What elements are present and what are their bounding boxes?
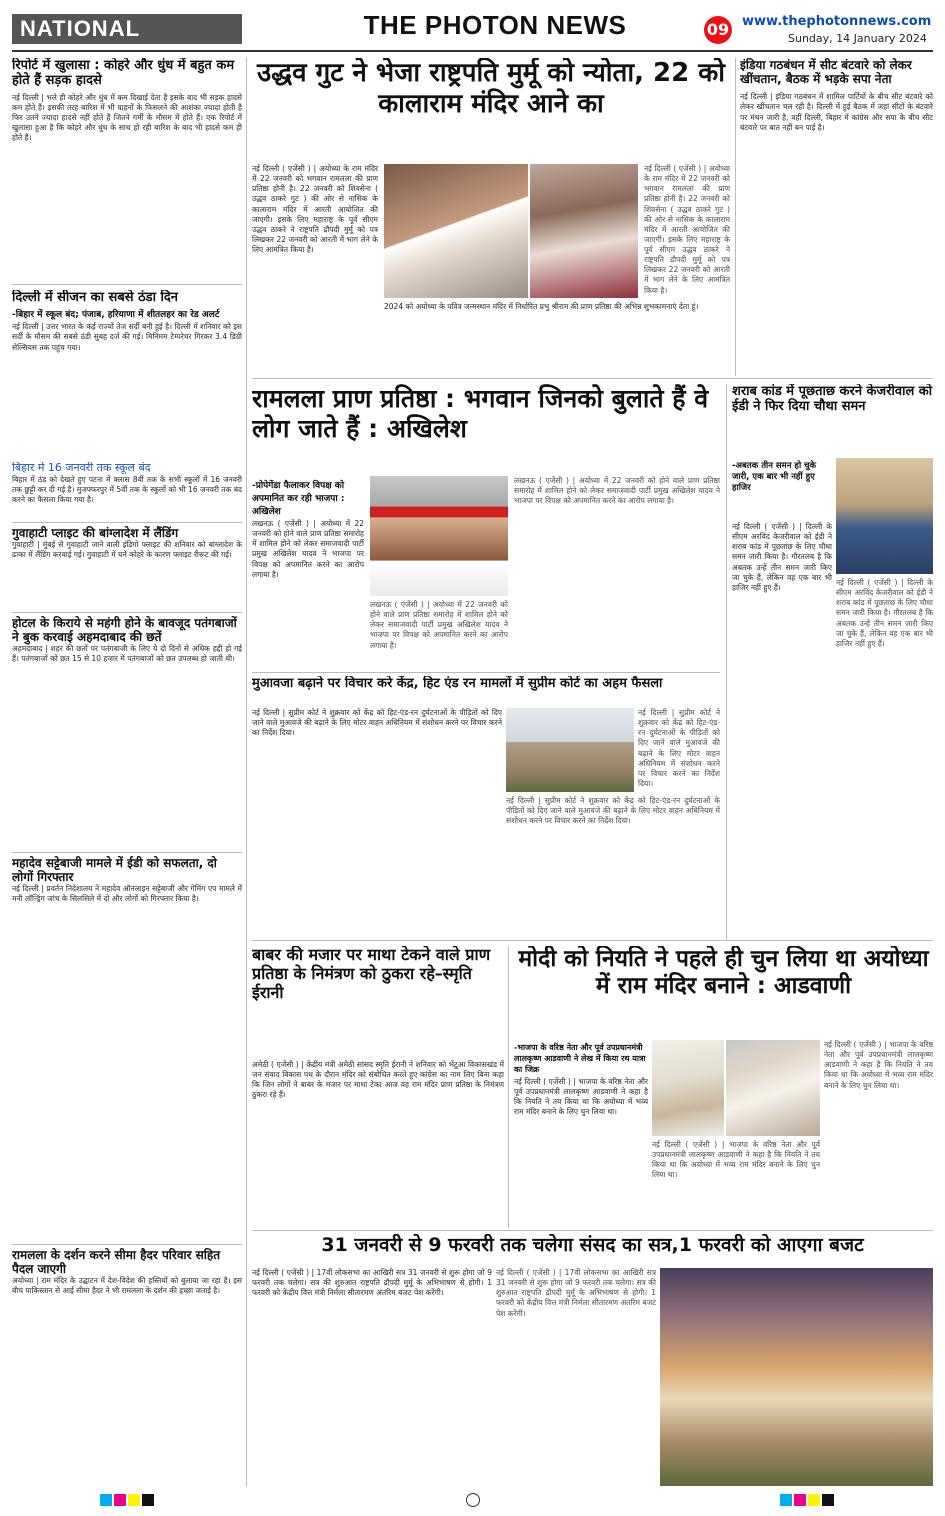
article-headline: होटल के किराये से महंगी होने के बावजूद पतंगबाजों ने बुक करवाई अहमदाबाद की छतें [12, 616, 237, 645]
black-registration-mark [822, 1494, 834, 1506]
print-registration-marks [0, 1490, 945, 1510]
court-body-continued: नई दिल्ली | सुप्रीम कोर्ट ने शुक्रवार को केंद्र को हिट-एंड-रन दुर्घटनाओं के पीड़ितों को दिए जाने वाले मुआवजे की बढ़ाने के लिए मोटर वाहन अधिनियम में संशोधन करने पर विचार करने का निर्देश दिया। [638, 708, 720, 788]
divider [252, 672, 720, 673]
magenta-registration-mark [794, 1494, 806, 1506]
lead-body-col4 [644, 164, 730, 298]
kejriwal-headline-block [732, 384, 933, 454]
article-subheadline: -बिहार में स्कूल बंद; पंजाब, हरियाणा में शीतलहर का रेड अलर्ट [12, 310, 220, 321]
budget-headline-block [252, 1234, 933, 1266]
kejriwal-headline: शराब कांड में पूछताछ करने केजरीवाल को ईडी ने फिर दिया चौथा समन [732, 384, 933, 415]
akhilesh-headline: रामलला प्राण प्रतिष्ठा : भगवान जिनको बुलाते हैं वे लोग जाते हैं : अखिलेश [252, 384, 709, 443]
article-seema-haider [12, 1248, 242, 1484]
budget-body: नई दिल्ली ( एजेंसी ) | 17वीं लोकसभा का आखिरी सत्र 31 जनवरी से शुरू होगा जो 9 फरवरी तक चलेगा। सत्र की शुरुआत राष्ट्रपति द्रौपदी मुर्मू के अभिभाषण से होगी। 1 फरवरी को केंद्रीय वित्त मंत्री निर्मला सीतारमण अंतरिम बजट पेश करेंगी। [252, 1268, 492, 1298]
article-headline: बिहार में 16 जनवरी तक स्कूल बंद [12, 462, 151, 474]
court-body-continued: नई दिल्ली | सुप्रीम कोर्ट ने शुक्रवार को केंद्र को हिट-एंड-रन दुर्घटनाओं के पीड़ितों को दिए जाने वाले मुआवजे की बढ़ाने के लिए मोटर वाहन अधिनियम में संशोधन करने पर विचार करने का निर्देश दिया। [506, 796, 720, 826]
lead-headline-block [252, 58, 730, 158]
divider [12, 1244, 242, 1245]
court-body-col3 [506, 796, 720, 936]
parliament-building-photo [660, 1268, 933, 1486]
article-body: नई दिल्ली | प्रवर्तन निदेशालय ने महादेव ऑनलाइन सट्टेबाजी और गेमिंग एप मामले में मनी लॉन्ड्रिंग जांच के सिलसिले में दो और लोगों को गिरफ्तार किया है। [12, 884, 242, 904]
smriti-headline: बाबर की मजार पर माथा टेकने वाले प्राण प्रतिष्ठा के निमंत्रण को ठुकरा रहे–स्मृति ईरानी [252, 946, 491, 1002]
advani-body: नई दिल्ली ( एजेंसी ) | भाजपा के वरिष्ठ नेता और पूर्व उपप्रधानमंत्री लालकृष्ण आडवाणी ने कहा है कि नियति ने तय किया था कि अयोध्या में भव्य राम मंदिर बनाने के लिए चुन लिया था। [514, 1077, 648, 1117]
magenta-registration-mark [114, 1494, 126, 1506]
budget-body-continued: नई दिल्ली ( एजेंसी ) | 17वीं लोकसभा का आखिरी सत्र 31 जनवरी से शुरू होगा जो 9 फरवरी तक चलेगा। सत्र की शुरुआत राष्ट्रपति द्रौपदी मुर्मू के अभिभाषण से होगी। 1 फरवरी को केंद्रीय वित्त मंत्री निर्मला सीतारमण अंतरिम बजट पेश करेंगी। [496, 1268, 656, 1318]
article-delhi-cold [12, 290, 242, 458]
court-body-col1 [252, 708, 502, 936]
akhilesh-body-col2 [370, 600, 508, 670]
section-label: NATIONAL [12, 14, 242, 44]
advani-photo [652, 1040, 724, 1136]
akhilesh-body-col3 [514, 476, 720, 670]
court-body-col2 [638, 708, 720, 792]
advani-body-continued: नई दिल्ली ( एजेंसी ) | भाजपा के वरिष्ठ नेता और पूर्व उपप्रधानमंत्री लालकृष्ण आडवाणी ने कहा है कि नियति ने तय किया था कि अयोध्या में भव्य राम मंदिर बनाने के लिए चुन लिया था। [824, 1040, 933, 1090]
president-murmu-photo [530, 164, 638, 298]
issue-date: Sunday, 14 January 2024 [788, 32, 927, 45]
kejriwal-sub-block [732, 458, 832, 518]
article-headline: गुवाहाटी प्लाइट की बांग्लादेश में लैंडिंग [12, 526, 179, 540]
kejriwal-photo [836, 458, 933, 574]
website-link[interactable]: www.thephotonnews.com [742, 14, 932, 29]
column-divider [508, 946, 509, 1228]
article-headline: दिल्ली में सीजन का सबसे ठंडा दिन [12, 290, 178, 305]
advani-body-col2 [652, 1140, 820, 1228]
lead-caption: 2024 को अयोध्या के पवित्र जन्मस्थान मंदिर में निर्धारित प्रभु श्रीराम की प्राण प्रतिष्ठा की अभिन्न शुभकामनाएं देता हूं। [384, 302, 699, 311]
crop-target [466, 1493, 480, 1507]
article-body: अयोध्या | राम मंदिर के उद्घाटन में देश-विदेश की हस्तियों को बुलाया जा रहा है। इस बीच पाकिस्तान से आई सीमा हैदर ने भी रामलला के दर्शन की इच्छा जताई है। [12, 1276, 242, 1296]
article-headline: महादेव सट्टेबाजी मामले में ईडी को सफलता, दो लोगों गिरफ्तार [12, 856, 217, 885]
page-header [0, 0, 945, 52]
divider [252, 378, 933, 379]
advani-subheadline: -भाजपा के वरिष्ठ नेता और पूर्व उपप्रधानमंत्री लालकृष्ण आडवाणी ने लेख में किया रथ यात्रा का जिक्र [514, 1043, 646, 1074]
article-body: नई दिल्ली | उत्तर भारत के कई राज्यों तेज सर्दी बनी हुई है। दिल्ली में शनिवार को इस सर्दी के मौसम की सबसे ठंडी सुबह दर्ज की गई। मिनिमम टेम्परेचर गिरकर 3.4 डिग्री सेल्सियस तक पहुंच गया। [12, 322, 242, 352]
article-body: नई दिल्ली | इंडिया गठबंधन में शामिल पार्टियों के बीच सीट बंटवारे को लेकर खींचतान चल रही है। दिल्ली में हुई बैठक में जहां सीटों के बंटवारे पर मंथन जारी है, वहीं दिल्ली, बिहार में कांग्रेस और सपा के बीच सीट बंटवारे पर बात नहीं बन पाई है। [740, 92, 933, 132]
divider [252, 940, 933, 941]
kejriwal-body-col1 [732, 522, 832, 938]
kejriwal-body-continued: नई दिल्ली ( एजेंसी ) | दिल्ली के सीएम अरविंद केजरीवाल को ईडी ने शराब कांड में पूछताछ के लिए चौथा समन जारी किया है। गौरतलब है कि अबतक उन्हें तीन समन जारी किए जा चुके हैं, लेकिन वह एक बार भी हाजिर नहीं हुए हैं। [836, 578, 933, 648]
black-registration-mark [142, 1494, 154, 1506]
budget-body-col1 [252, 1268, 492, 1486]
advani-headline-block [514, 946, 933, 1036]
divider [12, 852, 242, 853]
lead-caption-block [384, 302, 730, 374]
column-divider [726, 384, 727, 940]
akhilesh-headline-block [252, 384, 720, 472]
modi-photo [726, 1040, 820, 1136]
article-body: नई दिल्ली | भले ही कोहरे और धुंध में कम दिखाई देता है इसके बाद भी सड़क हादसे कम होते हैं। इसकी तरह बारिश में भी वाहनों के फिसलने की आशंका ज्यादा होती है फिर उतने ज्यादा हादसे नहीं होते हैं जितने गर्मी के मौसम में होते हैं। एक रिपोर्ट में खुलासा हुआ है कि कोहरे और धुंध के साथ हो रही बारिश के बाद भी हादसे कम ही होते हैं। [12, 92, 242, 143]
article-body: अहमदाबाद | शहर की छतों पर पतंगबाजी के लिए ये दो दिनों से अधिक हद्दी हो गई हैं। पतंगबाजों को छत 15 से 10 हजार में पतंगबाजों को छत उपलब्ध हो जाती थी। [12, 644, 242, 664]
smriti-headline-block [252, 946, 504, 1056]
lead-body-col1 [252, 164, 378, 374]
akhilesh-subheadline: -प्रोपेगेंडा फैलाकर विपक्ष को अपमानित कर रही भाजपा : अखिलेश [252, 481, 345, 517]
smriti-body [252, 1060, 504, 1228]
article-bihar-schools [12, 462, 242, 518]
article-mahadev-betting [12, 856, 242, 1240]
article-headline: रामलला के दर्शन करने सीमा हैदर परिवार सहित पैदल जाएगी [12, 1248, 221, 1277]
article-fog-accidents [12, 58, 242, 280]
akhilesh-yadav-photo [370, 476, 508, 596]
court-headline-block [252, 676, 720, 706]
article-india-alliance [740, 58, 933, 376]
advani-body-col3 [824, 1040, 933, 1228]
smriti-body-text: अमेठी ( एजेंसी ) | केंद्रीय मंत्री अमेठी सांसद स्मृति ईरानी ने शनिवार को भेंटुआ विकासखंड में जन संवाद विकास पथ के दौरान मंदिर को संबोधित करते हुए कांग्रेस का नाम लिए बिना कहा कि जिन लोगों ने बाबर के मजार पर माथा टेका आज वह राम मंदिर प्राण प्रतिष्ठा के निमंत्रण ठुकरा रहे हैं। [252, 1060, 504, 1100]
article-headline: इंडिया गठबंधन में सीट बंटवारे को लेकर खींचतान, बैठक में भड़के सपा नेता [740, 58, 912, 87]
divider [12, 284, 242, 285]
lead-body: नई दिल्ली ( एजेंसी ) | अयोध्या के राम मंदिर में 22 जनवरी को भगवान रामलला की प्राण प्रतिष्ठा होनी है। 22 जनवरी को शिवसेना ( उद्धव ठाकरे गुट ) की ओर से नासिक के कालाराम मंदिर में आरती आयोजित की जाएगी। इसके लिए महाराष्ट्र के पूर्व सीएम उद्धव ठाकरे ने राष्ट्रपति द्रौपदी मुर्मू को पत्र लिखकर 22 जनवरी को आरती में भाग लेने के लिए आमंत्रित किया है। [252, 164, 378, 254]
article-guwahati-flight [12, 526, 242, 610]
divider [12, 612, 242, 613]
uddhav-thackeray-photo [384, 164, 528, 298]
lead-body-continued: नई दिल्ली ( एजेंसी ) | अयोध्या के राम मंदिर में 22 जनवरी को भगवान रामलला की प्राण प्रतिष्ठा होनी है। 22 जनवरी को शिवसेना ( उद्धव ठाकरे गुट ) की ओर से नासिक के कालाराम मंदिर में आरती आयोजित की जाएगी। इसके लिए महाराष्ट्र के पूर्व सीएम उद्धव ठाकरे ने राष्ट्रपति द्रौपदी मुर्मू को पत्र लिखकर 22 जनवरी को आरती में भाग लेने के लिए आमंत्रित किया है। [644, 164, 730, 295]
divider [252, 1230, 933, 1231]
akhilesh-body-continued: लखनऊ ( एजेंसी ) | अयोध्या में 22 जनवरी को होने वाले प्राण प्रतिष्ठा समारोह में शामिल होने को लेकर समाजवादी पार्टी प्रमुख अखिलेश यादव ने भाजपा पर विपक्ष को अपमानित करने का आरोप लगाया है। [370, 600, 508, 650]
lead-headline: उद्धव गुट ने भेजा राष्ट्रपति मुर्मू को न्योता, 22 को कालाराम मंदिर आने का [257, 58, 725, 119]
advani-body-continued: नई दिल्ली ( एजेंसी ) | भाजपा के वरिष्ठ नेता और पूर्व उपप्रधानमंत्री लालकृष्ण आडवाणी ने कहा है कि नियति ने तय किया था कि अयोध्या में भव्य राम मंदिर बनाने के लिए चुन लिया था। [652, 1140, 820, 1180]
supreme-court-photo [506, 708, 634, 792]
masthead-title: THE PHOTON NEWS [363, 10, 627, 40]
article-body: बिहार में ठंड को देखते हुए पटना में क्लास 8वीं तक के सभी स्कूलों में 16 जनवरी तक छुट्टी कर दी गई है। मुजफ्फरपुर में 5वीं तक के स्कूलों को भी 16 जनवरी तक बंद करने का फैसला किया गया है। [12, 474, 242, 505]
cyan-registration-mark [780, 1494, 792, 1506]
column-divider [735, 58, 736, 376]
akhilesh-body: लखनऊ ( एजेंसी ) | अयोध्या में 22 जनवरी को होने वाले प्राण प्रतिष्ठा समारोह में शामिल होने को लेकर समाजवादी पार्टी प्रमुख अखिलेश यादव ने भाजपा पर विपक्ष को अपमानित करने का आरोप लगाया है। [252, 519, 364, 579]
akhilesh-body-col1 [252, 476, 364, 670]
kejriwal-body-col2 [836, 578, 933, 938]
court-headline: मुआवजा बढ़ाने पर विचार करे केंद्र, हिट एंड रन मामलों में सुप्रीम कोर्ट का अहम फैसला [252, 676, 663, 691]
article-headline: रिपोर्ट में खुलासा : कोहरे और धुंध में बहुत कम होते हैं सड़क हादसे [12, 58, 235, 89]
yellow-registration-mark [808, 1494, 820, 1506]
budget-headline: 31 जनवरी से 9 फरवरी तक चलेगा संसद का सत्र,1 फरवरी को आएगा बजट [321, 1234, 864, 1256]
court-body: नई दिल्ली | सुप्रीम कोर्ट ने शुक्रवार को केंद्र को हिट-एंड-रन दुर्घटनाओं के पीड़ितों को दिए जाने वाले मुआवजे की बढ़ाने के लिए मोटर वाहन अधिनियम में संशोधन करने पर विचार करने का निर्देश दिया। [252, 708, 502, 738]
column-divider [246, 58, 247, 1486]
advani-headline: मोदी को नियति ने पहले ही चुन लिया था अयोध्या में राम मंदिर बनाने : आडवाणी [518, 946, 929, 1000]
akhilesh-body-continued: लखनऊ ( एजेंसी ) | अयोध्या में 22 जनवरी को होने वाले प्राण प्रतिष्ठा समारोह में शामिल होने को लेकर समाजवादी पार्टी प्रमुख अखिलेश यादव ने भाजपा पर विपक्ष को अपमानित करने का आरोप लगाया है। [514, 476, 720, 506]
advani-body-col1 [514, 1040, 648, 1228]
article-body: गुवाहाटी | मुंबई से गुवाहाटी जाने वाली इंडिगो फ्लाइट की शनिवार को बांग्लादेश के ढाका में लैंडिंग करवाई गई। गुवाहाटी में घने कोहरे के कारण फ्लाइट रीरूट की गई। [12, 540, 242, 560]
kejriwal-body: नई दिल्ली ( एजेंसी ) | दिल्ली के सीएम अरविंद केजरीवाल को ईडी ने शराब कांड में पूछताछ के लिए चौथा समन जारी किया है। गौरतलब है कि अबतक उन्हें तीन समन जारी किए जा चुके हैं, लेकिन वह एक बार भी हाजिर नहीं हुए हैं। [732, 522, 832, 592]
page-number-badge: 09 [704, 16, 732, 44]
header-rule [12, 50, 933, 52]
kejriwal-subheadline: -अबतक तीन समन हो चुके जारी, एक बार भी नहीं हुए हाजिर [732, 461, 817, 493]
divider [12, 522, 242, 523]
cyan-registration-mark [100, 1494, 112, 1506]
article-kite-terraces [12, 616, 242, 850]
yellow-registration-mark [128, 1494, 140, 1506]
budget-body-col2 [496, 1268, 656, 1486]
